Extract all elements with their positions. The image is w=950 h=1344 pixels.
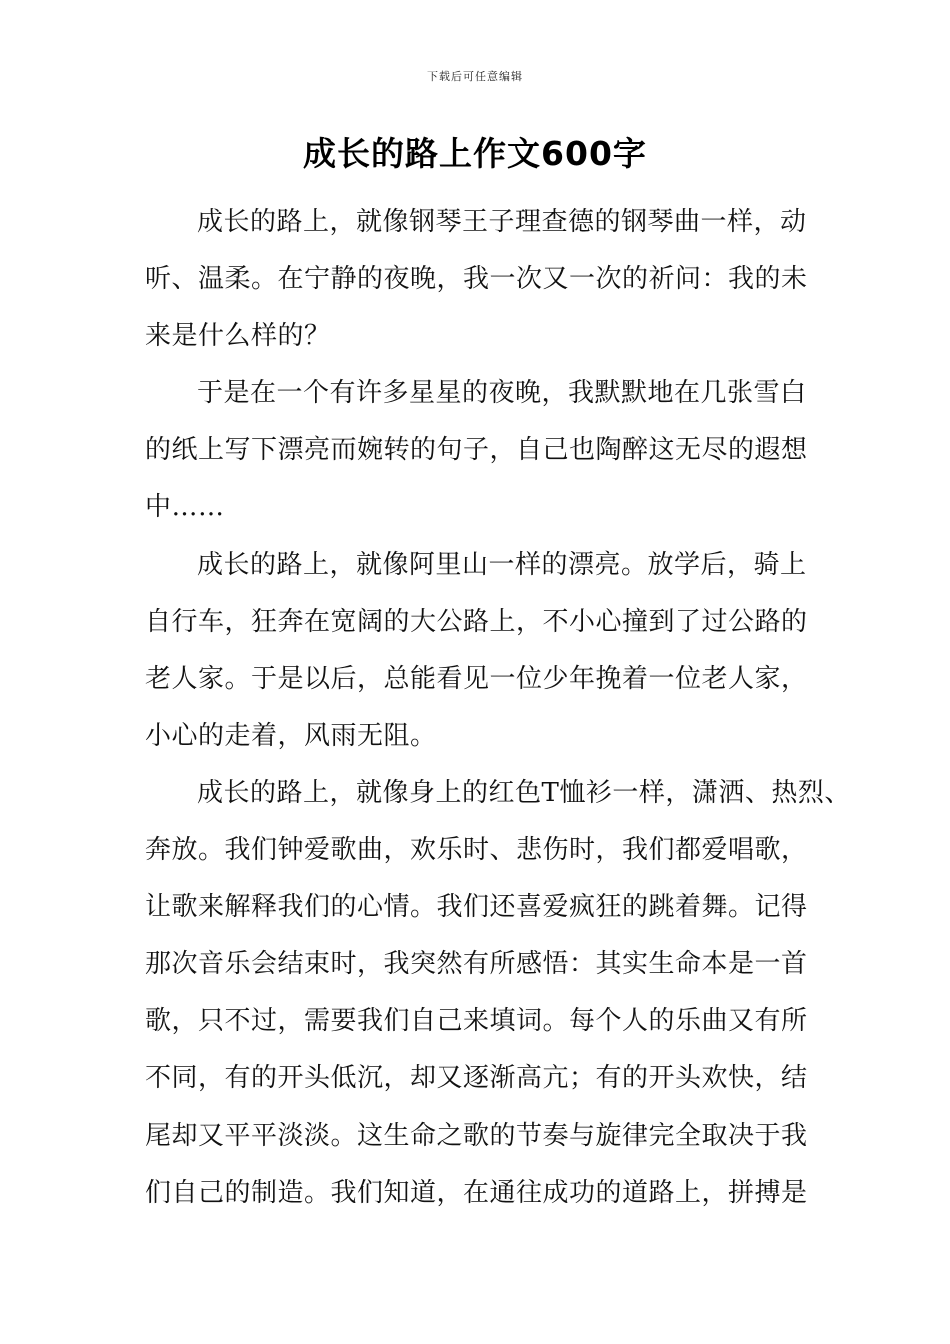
page-title: 成长的路上作文600字 (303, 134, 647, 173)
text-line: 中…… (145, 492, 225, 523)
text-line: 歌，只不过，需要我们自己来填词。每个人的乐曲又有所 (145, 1006, 808, 1037)
text-line: 让歌来解释我们的心情。我们还喜爱疯狂的跳着舞。记得 (145, 892, 808, 923)
text-line: 小心的走着，风雨无阻。 (145, 720, 437, 751)
text-line: 成长的路上，就像身上的红色T恤衫一样，潇洒、热烈、 (197, 777, 851, 808)
text-line: 尾却又平平淡淡。这生命之歌的节奏与旋律完全取决于我 (145, 1120, 808, 1151)
text-line: 奔放。我们钟爱歌曲，欢乐时、悲伤时，我们都爱唱歌， (145, 835, 808, 866)
text-line: 们自己的制造。我们知道，在通往成功的道路上，拼搏是 (145, 1177, 808, 1208)
text-line: 自行车，狂奔在宽阔的大公路上，不小心撞到了过公路的 (145, 606, 808, 637)
text-line: 成长的路上，就像钢琴王子理查德的钢琴曲一样，动 (197, 207, 807, 237)
header-note: 下载后可任意编辑 (427, 70, 523, 83)
text-line: 老人家。于是以后，总能看见一位少年挽着一位老人家， (145, 663, 808, 694)
text-line: 于是在一个有许多星星的夜晚，我默默地在几张雪白 (197, 378, 807, 409)
text-line: 成长的路上，就像阿里山一样的漂亮。放学后，骑上 (197, 549, 807, 580)
text-line: 那次音乐会结束时，我突然有所感悟：其实生命本是一首 (145, 949, 808, 980)
text-line: 听、温柔。在宁静的夜晚，我一次又一次的祈问：我的未 (145, 264, 808, 295)
text-line: 来是什么样的？ (145, 321, 331, 352)
essay-body (145, 194, 851, 1222)
text-line: 的纸上写下漂亮而婉转的句子，自己也陶醉这无尽的遐想 (145, 435, 808, 466)
text-line: 不同，有的开头低沉，却又逐渐高亢；有的开头欢快，结 (145, 1063, 808, 1094)
